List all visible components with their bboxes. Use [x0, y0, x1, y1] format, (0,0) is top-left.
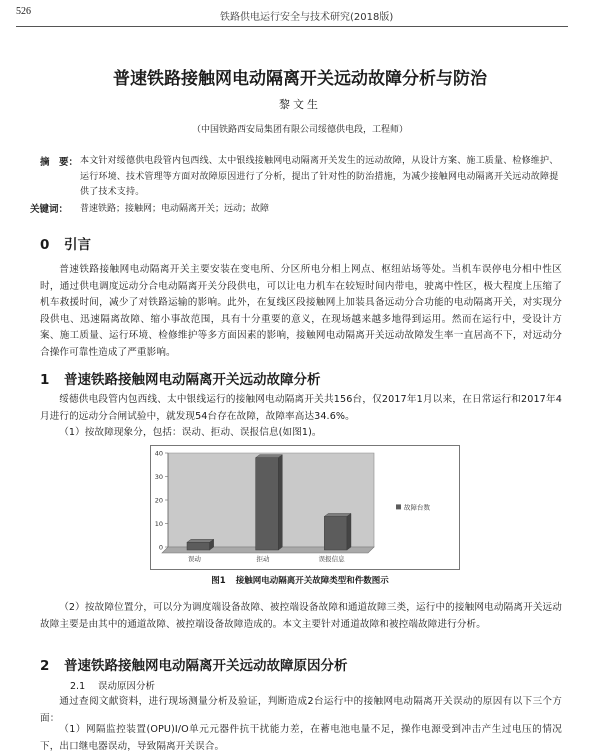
section-number: 0 [40, 237, 50, 253]
keywords-label: 关键词： [30, 204, 69, 215]
bar-top [187, 539, 214, 542]
paragraph: 普速铁路接触网电动隔离开关主要安装在变电所、分区所电分相上网点、枢纽站场等处。当机车误停电分相中性区时，通过供电调度远动分合电动隔离开关分段供电，可以让电力机车在较短时间内带电，驶离中性区，极大程度上压缩了机车救援时间，减少了对铁路运输的影响。此外，在复线区段接触网上加装具备远动分合功能的电动隔离开关，对实现分段供电、迅速隔离故障、缩小事故范围，具有十分重要的意义，在现场越来越多地得到运用。然而在运行中，受设计方案、施工质量、运行环境、检修维护等多方面因素的影响，接触网电动隔离开关远动故障发生率一直居高不下，对远动分合操作可靠性造成了严重影响。 [40, 264, 562, 358]
y-tick-label: 10 [154, 520, 163, 528]
section-heading [40, 233, 91, 253]
bar-top [324, 513, 351, 516]
paragraph: （1）网隔监控装置(OPU)I/O单元元器件抗干扰能力差，在蓄电池电量不足，操作电源受到冲击产生过电压的情况下，出口继电器误动，导致隔离开关误合。 [40, 724, 562, 752]
section-title: 引言 [64, 237, 91, 253]
paragraph: 绥德供电段管内包西线、太中银线运行的接触网电动隔离开关共156台，仅2017年1月以来，在日常运行和2017年4月进行的远动分合闸试验中，就发现54台存在故障，故障率高达34.6%。 [40, 394, 562, 422]
legend-label: 故障台数 [404, 503, 430, 512]
abstract-text: 本文针对绥德供电段管内包西线、太中银线接触网电动隔离开关发生的远动故障，从设计方案、施工质量、检修维护、运行环境、技术管理等方面对故障原因进行了分析，提出了针对性的防治措施，为减少接触网电动隔离开关远动故障提供了技术支持。 [80, 156, 559, 197]
abstract-label: 摘 要： [40, 157, 79, 168]
paragraph: （2）按故障位置分，可以分为调度端设备故障、被控端设备故障和通道故障三类，运行中的接触网电动隔离开关远动故障主要是由其中的通道故障、被控端设备故障造成的。本文主要针对通道故障和被控端故障进行分析。 [40, 602, 562, 630]
x-tick-label: 拒动 [256, 555, 270, 563]
page-number: 526 [16, 6, 31, 17]
y-tick-label: 30 [154, 473, 163, 481]
subsection-number: 2.1 [70, 681, 86, 692]
x-tick-label: 误报信息 [318, 555, 345, 563]
keywords-text: 普速铁路；接触网；电动隔离开关；远动；故障 [80, 204, 270, 214]
author: 黎文生 [279, 98, 321, 111]
subsection-heading [70, 678, 155, 692]
bar [324, 516, 347, 550]
journal-title: 铁路供电运行安全与技术研究(2018版) [220, 12, 394, 23]
x-tick-label: 误动 [187, 555, 201, 563]
section-heading [40, 654, 348, 674]
figure-caption [0, 574, 600, 586]
bar-side [347, 513, 351, 550]
section-number: 2 [40, 658, 50, 674]
affiliation: （中国铁路西安局集团有限公司绥德供电段，工程师） [191, 125, 408, 135]
y-tick-label: 0 [158, 543, 163, 552]
figure-caption-text: 接触网电动隔离开关故障类型和件数图示 [235, 576, 389, 586]
bar [256, 458, 279, 550]
paragraph: 通过查阅文献资料，进行现场测量分析及验证，判断造成2台运行中的接触网电动隔离开关误动的原因有以下三个方面： [40, 696, 562, 724]
section-number: 1 [40, 372, 50, 388]
bar-top [256, 455, 283, 458]
bar [187, 542, 210, 550]
bar-side [278, 455, 282, 550]
fault-type-bar-chart [150, 445, 460, 570]
y-tick-label: 40 [154, 449, 163, 458]
section-heading [40, 368, 321, 388]
paragraph: （1）按故障现象分，包括：误动、拒动、误报信息(如图1)。 [59, 427, 322, 438]
subsection-title: 误动原因分析 [98, 681, 156, 692]
section-title: 普速铁路接触网电动隔离开关远动故障原因分析 [64, 658, 348, 674]
legend-swatch [396, 504, 401, 509]
y-tick-label: 20 [154, 496, 163, 505]
figure-number: 图1 [211, 576, 226, 586]
section-title: 普速铁路接触网电动隔离开关远动故障分析 [64, 372, 321, 388]
header-rule [16, 26, 568, 27]
article-title: 普速铁路接触网电动隔离开关远动故障分析与防治 [113, 69, 487, 89]
